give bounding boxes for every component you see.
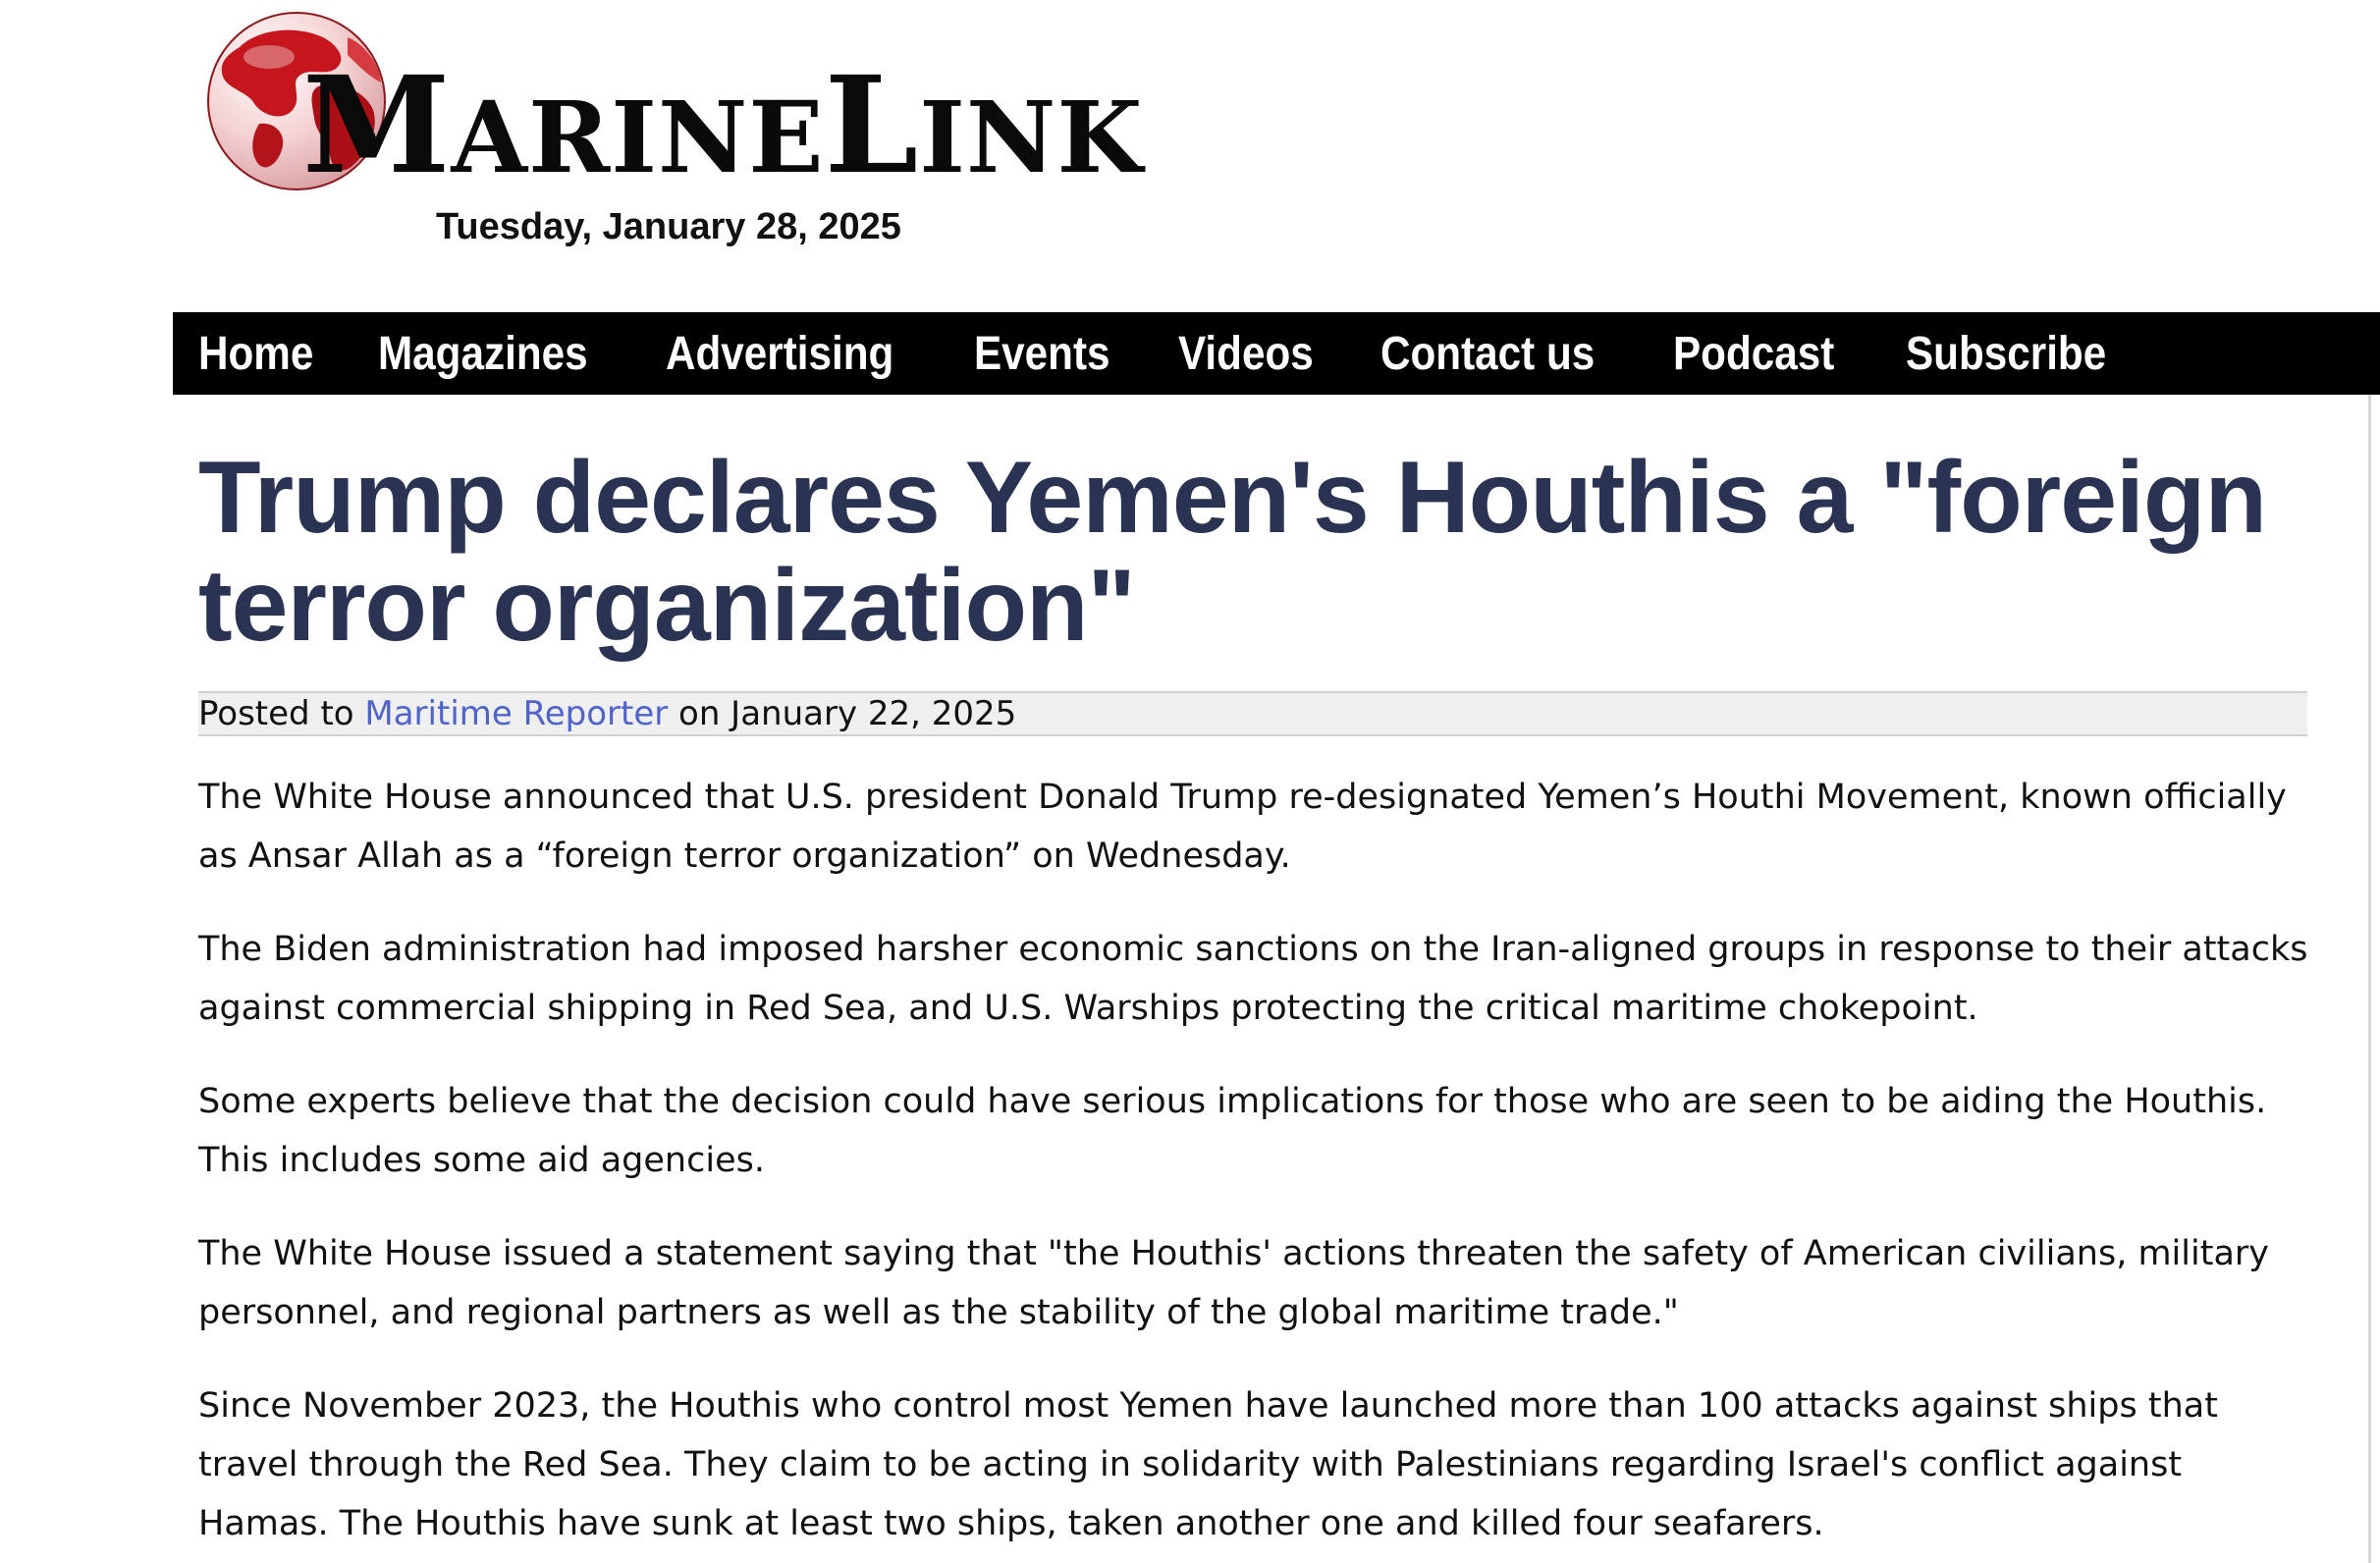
nav-home[interactable]: Home: [198, 327, 314, 380]
article-body: [198, 768, 2319, 1563]
logo-wordmark: [302, 47, 1144, 204]
meta-prefix: Posted to: [198, 694, 365, 733]
main-nav: [173, 312, 2380, 395]
logo-letters: INK: [919, 80, 1144, 195]
article-meta: [198, 691, 2307, 736]
nav-videos[interactable]: Videos: [1177, 327, 1314, 380]
nav-podcast[interactable]: Podcast: [1673, 327, 1835, 380]
current-date: Tuesday, January 28, 2025: [436, 206, 901, 247]
article-paragraph: Since November 2023, the Houthis who control most Yemen have launched more than 100 attacks against ships that travel through the Red Sea. They claim to be acting in solidarity with Palestinians regarding Israel's conflict against Hamas. The Houthis have sunk at least two ships, taken another one and killed four seafarers.: [198, 1386, 2218, 1543]
article-paragraph: The White House issued a statement saying that "the Houthis' actions threaten the safety of American civilians, military personnel, and regional partners as well as the stability of the global maritime trade.": [198, 1234, 2269, 1332]
article-paragraph: The White House announced that U.S. president Donald Trump re-designated Yemen’s Houthi Movement, known officially as Ansar Allah as a “foreign terror organization” on Wednesday.: [198, 778, 2287, 876]
article-paragraph: Some experts believe that the decision could have serious implications for those who are seen to be aiding the Houthis. This includes some aid agencies.: [198, 1082, 2267, 1180]
nav-subscribe[interactable]: Subscribe: [1905, 327, 2107, 380]
logo-letter: L: [824, 47, 920, 204]
nav-advertising[interactable]: Advertising: [666, 327, 894, 380]
meta-date: on January 22, 2025: [668, 694, 1017, 733]
site-logo[interactable]: [200, 4, 1144, 204]
article-headline: Trump declares Yemen's Houthis a "foreign terror organization": [198, 441, 2266, 663]
nav-magazines[interactable]: Magazines: [378, 327, 588, 380]
category-link[interactable]: Maritime Reporter: [364, 694, 669, 733]
article-paragraph: The Biden administration had imposed harsher economic sanctions on the Iran-aligned groups in response to their attacks against commercial shipping in Red Sea, and U.S. Warships protecting the critical maritime chokepoint.: [198, 930, 2308, 1028]
logo-letters: ARINE: [451, 80, 825, 195]
content-divider: [2368, 395, 2371, 1563]
logo-letter: M: [302, 47, 452, 204]
nav-contact-us[interactable]: Contact us: [1380, 327, 1596, 380]
nav-events[interactable]: Events: [974, 327, 1110, 380]
